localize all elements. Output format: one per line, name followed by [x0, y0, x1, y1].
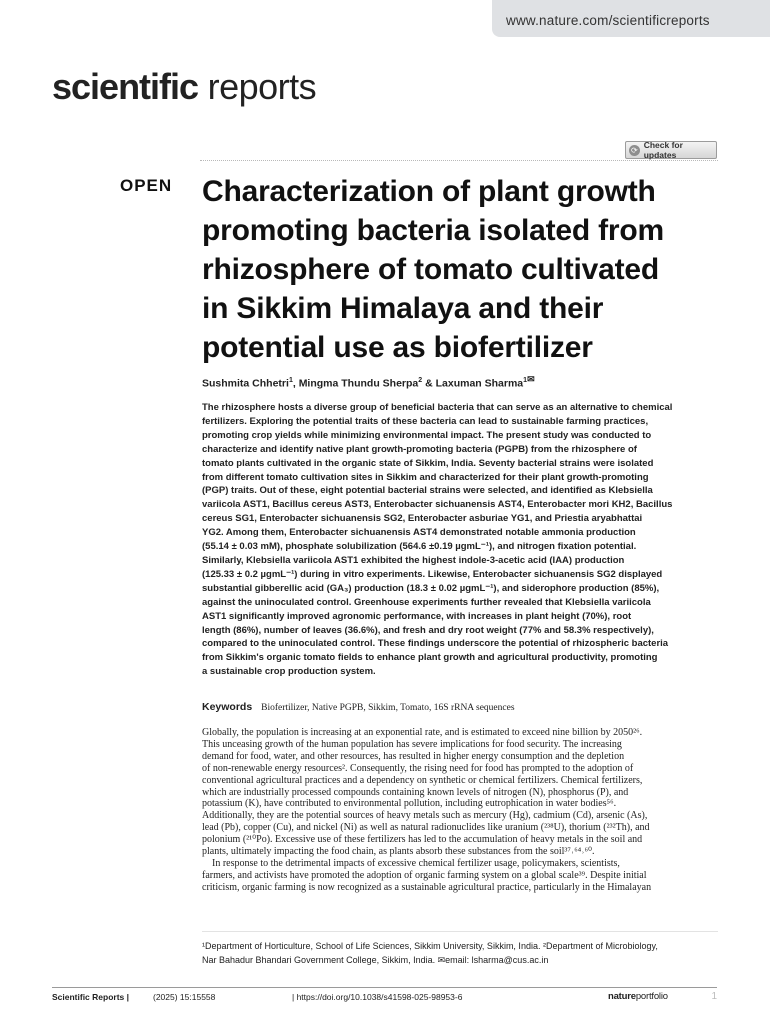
author-name[interactable]: Mingma Thundu Sherpa [298, 377, 419, 390]
body-line: potassium (K), have contributed to environmental pollution, including eutrophication in water bodies⁵⁶. [202, 798, 617, 810]
abstract-line: compared to the uninoculated control. These findings underscore the potential of rhizospheric bacteria [202, 638, 669, 650]
abstract-line: promoting crop yields while minimizing environmental impact. The present study was conducted to [202, 429, 652, 441]
publisher-light: portfolio [635, 991, 668, 1002]
abstract-line: The rhizosphere hosts a diverse group of beneficial bacteria that can serve as an alternative to chemical [202, 402, 673, 413]
abstract [202, 401, 718, 679]
keywords-label: Keywords [202, 701, 253, 713]
body-line: This unceasing growth of the human population has severe implications for food security. The increasing [202, 738, 622, 750]
footnote-divider [202, 931, 718, 932]
brand-bold: scientific [52, 66, 199, 107]
abstract-line: fertilizers. Exploring the potential traits of these bacteria can lead to sustainable farming practices, [202, 415, 649, 427]
keywords-values: Biofertilizer, Native PGPB, Sikkim, Tomato, 16S rRNA sequences [261, 703, 515, 713]
refresh-icon: ⟳ [629, 145, 640, 156]
footer-divider [52, 987, 717, 988]
abstract-line: variicola AST1, Bacillus cereus AST3, Enterobacter sichuanensis AST4, Enterobacter mori KH2, Bacillus [202, 499, 673, 511]
footer-journal: Scientific Reports | [52, 992, 130, 1002]
page-number: 1 [711, 991, 717, 1002]
body-line: polonium (²¹⁰Po). Excessive use of these fertilizers has led to the accumulation of heavy metals in the soil and [202, 834, 643, 846]
title-line: Characterization of plant growth [202, 175, 656, 208]
abstract-line: AST1 significantly improved agronomic performance, with increases in plant height (70%), root [202, 610, 632, 622]
title-line: rhizosphere of tomato cultivated [202, 253, 659, 286]
check-for-updates-label: Check for updates [643, 140, 683, 160]
footer-doi-link[interactable]: | https://doi.org/10.1038/s41598-025-98953-6 [292, 992, 463, 1002]
title-line: in Sikkim Himalaya and their [202, 292, 604, 325]
journal-url-tab [492, 0, 770, 37]
email-icon[interactable]: ✉ [527, 374, 535, 384]
abstract-line: from Sikkim's organic tomato fields to enhance plant growth and agricultural productivity, promoting [202, 652, 658, 664]
journal-logo [52, 66, 316, 108]
abstract-line: Similarly, Klebsiella variicola AST1 exhibited the highest indole-3-acetic acid (IAA) production [202, 554, 625, 566]
check-for-updates-button[interactable] [625, 141, 717, 159]
body-line: conventional agricultural practices and a dependency on synthetic or chemical fertilizers. Chemical fertilizers, [202, 774, 643, 786]
body-text [202, 727, 718, 894]
body-line: plants, ultimately impacting the food chain, as plants absorb these substances from the soil³⁷˒⁶⁴˒⁶⁰. [202, 846, 595, 858]
publisher-logo [608, 991, 668, 1002]
affiliation-marker: 1 [288, 377, 293, 384]
abstract-line: a sustainable crop production system. [202, 666, 376, 678]
footer-volume: (2025) 15:15558 [153, 992, 216, 1002]
body-line: demand for food, water, and other resources, has resulted in higher energy consumption and the depletion [202, 750, 625, 762]
article-title [202, 172, 722, 367]
brand-light: reports [207, 66, 317, 107]
affiliation-marker: 2 [418, 377, 423, 384]
abstract-line: cereus SG1, Enterobacter sichuanensis SG2, Enterobacter asburiae YG1, and Priestia aryabhattai [202, 513, 643, 525]
abstract-line: (PGP) traits. Out of these, eight potential bacterial strains were selected, and identified as Klebsiella [202, 485, 653, 497]
body-line: Additionally, they are the potential sources of heavy metals such as mercury (Hg), cadmium (Cd), arsenic (As), [202, 810, 648, 822]
body-line: of non-renewable energy resources². Consequently, the rising need for food has prompted to the adoption of [202, 762, 634, 774]
publisher-bold: nature [608, 991, 636, 1002]
body-line: In response to the detrimental impacts of excessive chemical fertilizer usage, policymakers, scientists, [212, 857, 620, 869]
keywords-row [202, 701, 515, 713]
title-line: promoting bacteria isolated from [202, 214, 664, 247]
abstract-line: against the uninoculated control. Greenhouse experiments further revealed that Klebsiella variicola [202, 596, 651, 608]
abstract-line: length (86%), number of leaves (36.6%), and fresh and dry root weight (77% and 58.3% respectively), [202, 624, 654, 636]
body-line: Globally, the population is increasing at an exponential rate, and is estimated to exceed nine billion by 2050²⁶. [202, 727, 643, 738]
abstract-line: substantial gibberellic acid (GA₃) production (18.3 ± 0.02 µgmL⁻¹), and siderophore production (85%), [202, 582, 660, 594]
body-line: farmers, and activists have promoted the adoption of organic farming system on a global scale³⁹. Despite initial [202, 869, 647, 881]
footnote-line: Nar Bahadur Bhandari Government College, Sikkim, India. ✉email: lsharma@cus.ac.in [202, 955, 549, 965]
abstract-line: YG2. Among them, Enterobacter sichuanensis AST4 demonstrated notable ammonia production [202, 527, 636, 539]
abstract-line: (125.33 ± 0.2 µgmL⁻¹) during in vitro experiments. Likewise, Enterobacter sichuanensis SG2 displayed [202, 568, 663, 580]
page-footer [52, 992, 717, 1006]
body-line: criticism, organic farming is now recognized as a sustainable agricultural practice, particularly in the Himalayan [202, 881, 652, 893]
abstract-line: (55.14 ± 0.03 mM), phosphate solubilization (564.6 ±0.19 µgmL⁻¹), and nitrogen fixation potential. [202, 541, 637, 553]
abstract-line: from different tomato cultivation sites in Sikkim and characterized for their plant growth-promoting [202, 471, 649, 483]
affiliations-footnote [202, 939, 718, 967]
title-line: potential use as biofertilizer [202, 331, 593, 364]
abstract-line: tomato plants cultivated in the organic state of Sikkim, India. Seventy bacterial strains were isolated [202, 457, 654, 469]
journal-url[interactable]: www.nature.com/scientificreports [506, 13, 710, 28]
abstract-line: characterize and identify native plant growth-promoting bacteria (PGPB) from the rhizosphere of [202, 443, 637, 455]
author-name[interactable]: Laxuman Sharma [435, 377, 524, 390]
affiliation-marker: 1 [523, 377, 528, 384]
body-line: lead (Pb), copper (Cu), and nickel (Ni) as well as natural radionuclides like uranium (²³⁸U), thorium (²³²Th), and [202, 822, 650, 834]
author-list: Sushmita Chhetri$^1$, Mingma Thundu Sherpa$^2$ & Laxuman Sharma$^1$✉ [202, 374, 535, 390]
body-line: which are industrially processed compounds containing known levels of nitrogen (N), phosphorus (P), and [202, 786, 629, 798]
footnote-line: ¹Department of Horticulture, School of Life Sciences, Sikkim University, Sikkim, India. ²Department of Microbiology, [202, 941, 658, 951]
header-divider [200, 160, 718, 161]
author-name[interactable]: Sushmita Chhetri [202, 377, 289, 390]
open-access-label: OPEN [120, 176, 173, 195]
